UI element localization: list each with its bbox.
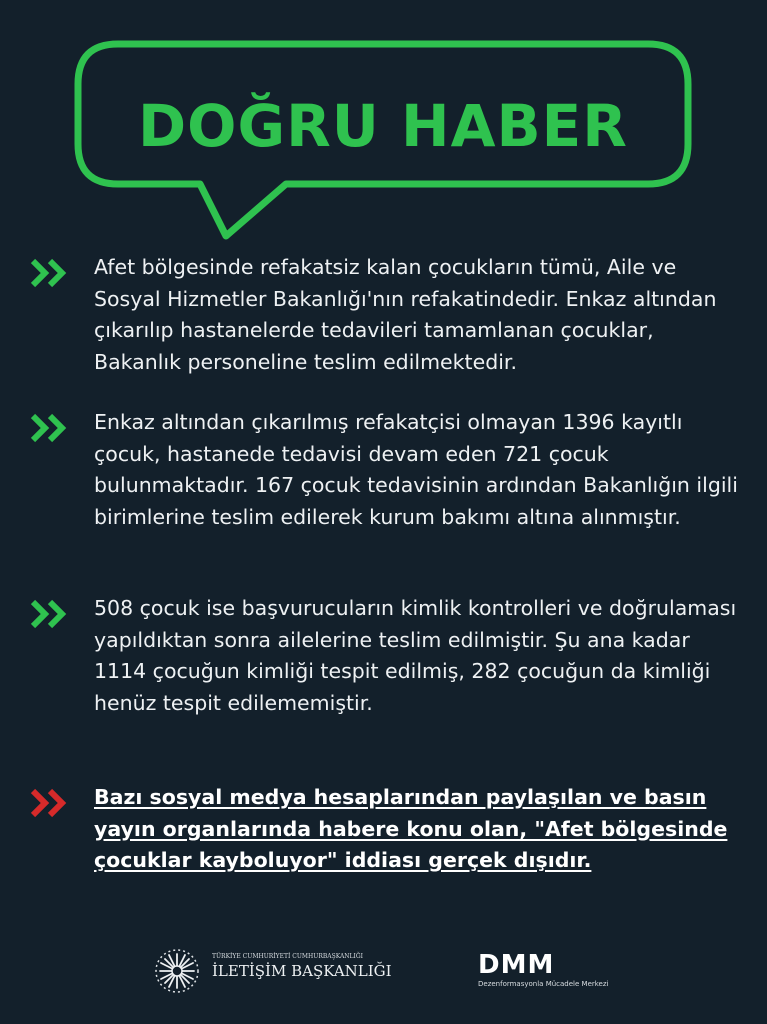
iletisim-subtitle: TÜRKİYE CUMHURİYETİ CUMHURBAŞKANLIĞI [212,953,364,960]
star-burst-emblem-icon [152,946,202,996]
page-title: DOĞRU HABER [138,92,628,160]
double-chevron-right-icon [30,256,70,290]
dmm-logo [478,952,609,988]
item-text: Afet bölgesinde refakatsiz kalan çocukların tümü, Aile ve Sosyal Hizmetler Bakanlığı'nın refakatindedir. Enkaz altından çıkarılıp hastanelerde tedavileri tamamlanan çocuklar, Bakanlık personeline teslim edilmektedir. [94,255,717,374]
double-chevron-right-icon [30,597,70,631]
speech-bubble-header [74,40,692,240]
item-text: Enkaz altından çıkarılmış refakatçisi olmayan 1396 kayıtlı çocuk, hastanede tedavisi devam eden 721 çocuk bulunmaktadır. 167 çocuk tedavisinin ardından Bakanlığın ilgili birimlerine teslim edilerek kurum bakımı altına alınmıştır. [94,410,738,529]
double-chevron-right-icon [30,411,70,445]
dmm-wordmark: DMM [478,950,555,980]
iletisim-name: İLETİŞİM BAŞKANLIĞI [212,962,392,980]
footer [0,940,767,1000]
double-chevron-right-red-icon [30,786,70,820]
warning-text: Bazı sosyal medya hesaplarından paylaşılan ve basın yayın organlarında habere konu olan, "Afet bölgesinde çocuklar kayboluyor" iddiası gerçek dışıdır. [94,785,728,872]
dmm-subtitle: Dezenformasyonla Mücadele Merkezi [478,980,609,988]
item-text: 508 çocuk ise başvurucuların kimlik kontrolleri ve doğrulaması yapıldıktan sonra ailelerine teslim edilmiştir. Şu ana kadar 1114 çocuğun kimliği tespit edilmiş, 282 çocuğun da kimliği henüz tespit edilememiştir. [94,596,737,715]
